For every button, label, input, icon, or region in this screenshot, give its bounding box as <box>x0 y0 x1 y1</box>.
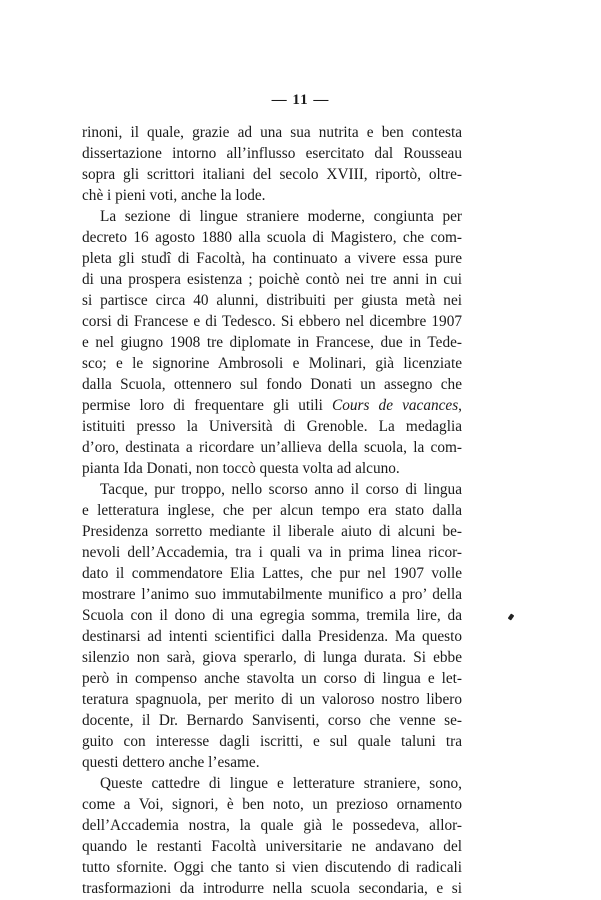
text-line: Presidenza sorretto mediante il liberale aiuto di alcuni be- <box>82 523 462 540</box>
text-line: nevoli dell’Accademia, tra i quali va in prima linea ricor- <box>82 544 462 561</box>
text-line: teratura spagnuola, per merito di un valoroso nostro libero <box>82 691 462 708</box>
text-line: questi dettero anche l’esame. <box>82 754 260 771</box>
text-line: dato il commendatore Elia Lattes, che pur nel 1907 volle <box>82 565 462 582</box>
text-line: di una prospera esistenza ; poichè contò nei tre anni in cui <box>82 271 462 288</box>
text-line: silenzio non sarà, giova sperarlo, di lunga durata. Si ebbe <box>82 649 462 666</box>
text-line: chè i pieni voti, anche la lode. <box>82 187 266 204</box>
text-line: e letteratura inglese, che per alcun tempo era stato dalla <box>82 502 462 519</box>
paragraph-3 <box>82 479 462 773</box>
text-line: si partisce circa 40 alunni, distribuiti per giusta metà nei <box>82 292 462 309</box>
text-line: mostrare l’animo suo immutabilmente munifico a pro’ della <box>82 586 462 603</box>
text-line: dissertazione intorno all’influsso esercitato dal Rousseau <box>82 145 462 162</box>
italic-text: Cours de vacances <box>332 397 459 414</box>
text-line: docente, il Dr. Bernardo Sanvisenti, corso che venne se- <box>82 712 462 729</box>
paragraph-2 <box>82 206 462 479</box>
text-line: sopra gli scrittori italiani del secolo XVIII, riportò, oltre- <box>82 166 462 183</box>
page-number: — 11 — <box>271 92 330 108</box>
text-line: trasformazioni da introdurre nella scuola secondaria, e si <box>82 880 462 897</box>
text-line: permise loro di frequentare gli utili Cours de vacances, <box>82 397 462 414</box>
text-line: Scuola con il dono di una egregia somma, tremila lire, da <box>82 607 462 624</box>
text-line: quando le restanti Facoltà universitarie ne andavano del <box>82 838 462 855</box>
text-line: dell’Accademia nostra, la quale già le possedeva, allor- <box>82 817 462 834</box>
ink-speck <box>508 613 515 620</box>
paragraph-1 <box>82 122 462 206</box>
text-line: però in compenso anche stavolta un corso di lingua e let- <box>82 670 462 687</box>
paragraph-4 <box>82 773 462 899</box>
text-line: rinoni, il quale, grazie ad una sua nutrita e ben contesta <box>82 124 462 141</box>
text-line: d’oro, destinata a ricordare un’allieva della scuola, la com- <box>82 439 462 456</box>
text-line: guito con interesse dagli iscritti, e sul quale taluni tra <box>82 733 462 750</box>
text-line: Queste cattedre di lingue e letterature straniere, sono, <box>100 775 462 792</box>
text-line: tutto sfornite. Oggi che tanto si vien discutendo di radicali <box>82 859 462 876</box>
text-line: come a Voi, signori, è ben noto, un prezioso ornamento <box>82 796 462 813</box>
text-line: dalla Scuola, ottennero sul fondo Donati un assegno che <box>82 376 462 393</box>
text-line: e nel giugno 1908 tre diplomate in Francese, due in Tede- <box>82 334 462 351</box>
text-line: pleta gli studî di Facoltà, ha continuato a vivere essa pure <box>82 250 462 267</box>
text-line: istituiti presso la Università di Grenoble. La medaglia <box>82 418 462 435</box>
body-text <box>82 122 462 899</box>
text-line: Tacque, pur troppo, nello scorso anno il corso di lingua <box>100 481 462 498</box>
text-line: corsi di Francese e di Tedesco. Si ebbero nel dicembre 1907 <box>82 313 462 330</box>
text-line: La sezione di lingue straniere moderne, congiunta per <box>100 208 462 225</box>
text-line: decreto 16 agosto 1880 alla scuola di Magistero, che com- <box>82 229 462 246</box>
text-line: pianta Ida Donati, non toccò questa volta ad alcuno. <box>82 460 400 477</box>
text-line: destinarsi ad intenti scientifici dalla Presidenza. Ma questo <box>82 628 462 645</box>
text-line: sco; e le signorine Ambrosoli e Molinari, già licenziate <box>82 355 462 372</box>
